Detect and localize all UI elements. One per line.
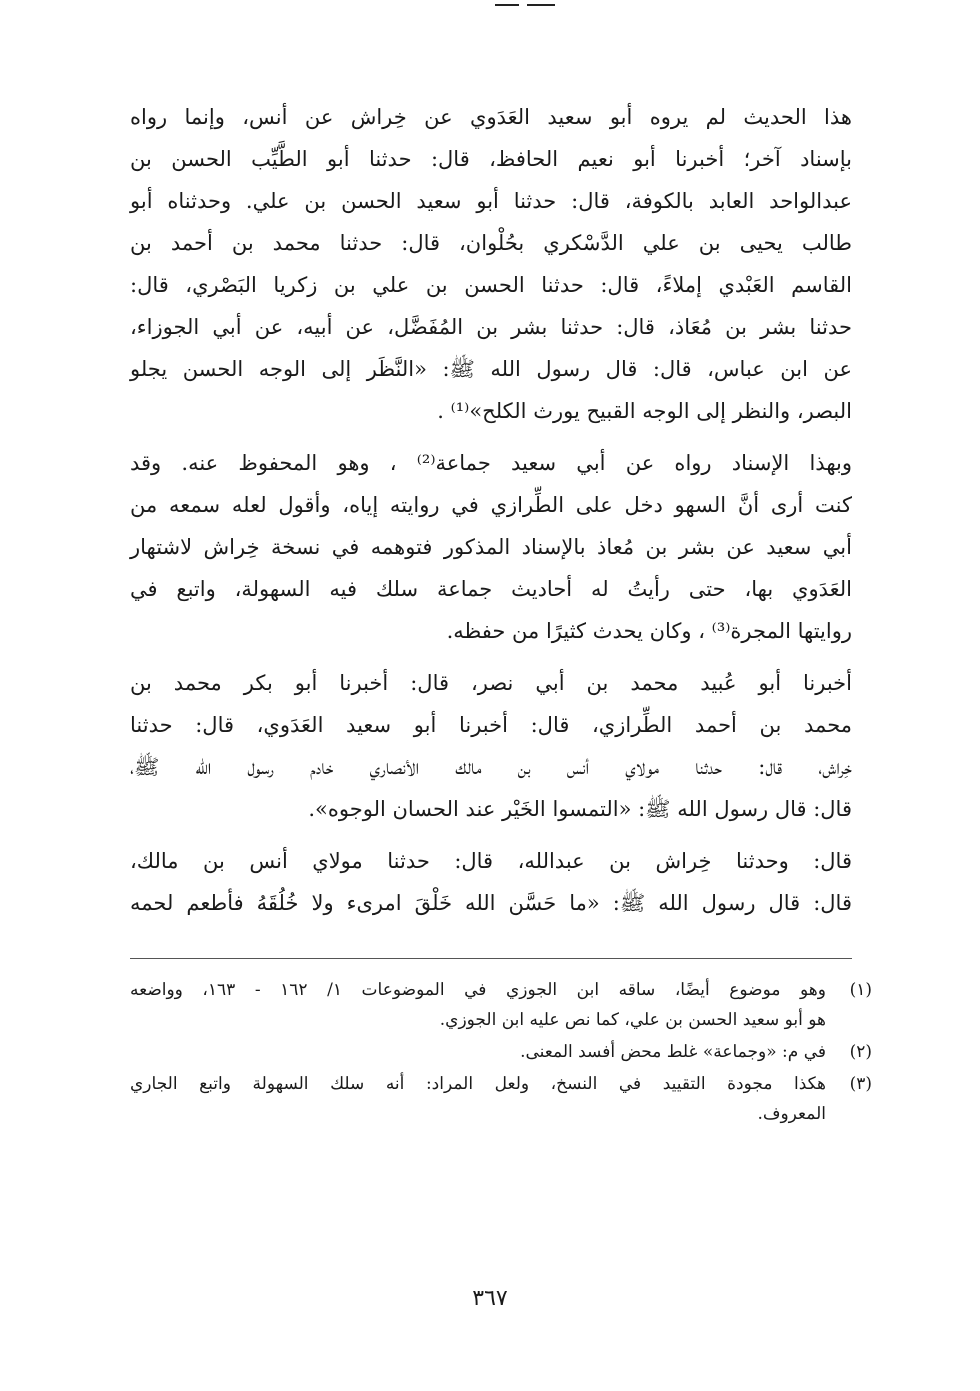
text-line: البصر، والنظر إلى الوجه القبيح يورث الكلح»⁽¹⁾ . <box>437 399 852 423</box>
footnote-line: هكذا مجودة التقييد في النسخ، ولعل المراد: أنه سلك السهولة واتبع الجاري <box>130 1074 826 1094</box>
text-line: أخبرنا أبو عُبيد محمد بن أبي نصر، قال: أخبرنا أبو بكر محمد بن <box>130 671 852 695</box>
text-line: عبدالواحد العابد بالكوفة، قال: حدثنا أبو سعيد الحسن بن علي. وحدثناه أبو <box>130 189 852 213</box>
paragraph-3 <box>130 662 852 830</box>
paragraph-1 <box>130 96 852 432</box>
text-line: عن ابن عباس، قال: قال رسول الله ﷺ: «النَّظَر إلى الوجه الحسن يجلو <box>130 357 852 381</box>
text-line: هذا الحديث لم يروه أبو سعيد العَدَوي عن خِراش عن أنس، وإنما رواه <box>130 105 852 129</box>
text-line: القاسم العَبْدي إملاءً، قال: حدثنا الحسن بن علي بن زكريا البَصْري، قال: <box>130 273 852 297</box>
text-line: بإسناد آخر؛ أخبرنا أبو نعيم الحافظ، قال: حدثنا أبو الطَّيِّب الحسن بن <box>130 147 852 171</box>
text-line: قال: قال رسول الله ﷺ: «ما حَسَّن الله خَلْقَ امرىء ولا خُلُقَهُ فأطعم لحمه <box>130 891 852 915</box>
text-line: وبهذا الإسناد رواه عن أبي سعيد جماعة⁽²⁾ ، وهو المحفوظ عنه. وقد <box>130 451 852 475</box>
text-line: روايتها المجرة⁽³⁾ ، وكان يحدث كثيرًا من حفظه. <box>446 619 852 643</box>
footnote-line: هو أبو سعيد الحسن بن علي، كما نص عليه ابن الجوزي. <box>439 1010 826 1030</box>
text-line: العَدَوي بها، حتى رأيتُ له أحاديث جماعة سلك فيه السهولة، واتبع في <box>130 577 852 601</box>
text-line: كنت أرى أنَّ السهو دخل على الطِّرازي في روايته إياه، وأقول لعله سمعه من <box>130 493 852 517</box>
text-line: طالب يحيى بن علي الدَّسْكري بحُلْوان، قال: حدثنا محمد بن أحمد بن <box>130 231 852 255</box>
text-line: حدثنا بشر بن مُعَاذ، قال: حدثنا بشر بن المُفَضَّل، عن أبيه، عن أبي الجوزاء، <box>130 315 852 339</box>
footnote-divider <box>130 958 852 959</box>
footnote-number: (١) <box>849 980 872 1000</box>
footnote-1 <box>130 975 872 1035</box>
footnote-number: (٢) <box>849 1042 872 1062</box>
footnotes <box>130 975 872 1129</box>
text-line: محمد بن أحمد الطِّرازي، قال: أخبرنا أبو سعيد العَدَوي، قال: حدثنا <box>130 713 852 737</box>
footnote-number: (٣) <box>849 1074 872 1094</box>
text-line: أبي سعيد عن بشر بن مُعاذ بالإسناد المذكور فتوهمه في نسخة خِراش لاشتهار <box>130 535 852 559</box>
page-number: ٣٦٧ <box>472 1286 508 1311</box>
footnote-3 <box>130 1069 872 1129</box>
paragraph-2 <box>130 442 852 652</box>
top-rule <box>495 4 555 6</box>
footnote-line: المعروف. <box>757 1104 826 1124</box>
footnote-2 <box>130 1037 872 1067</box>
footnote-line: وهو موضوع أيضًا، ساقه ابن الجوزي في الموضوعات ١/ ١٦٢ - ١٦٣، وواضعه <box>130 980 826 1000</box>
footnote-line: في م: «وجماعة» غلط محض أفسد المعنى. <box>520 1042 826 1062</box>
paragraph-4 <box>130 840 852 924</box>
main-text <box>130 96 852 924</box>
text-line: قال: قال رسول الله ﷺ: «التمسوا الخَيْر عند الحسان الوجوه». <box>308 797 852 821</box>
text-line: خِراش، قال: حدثنا مولاي أنس بن مالك الأنصاري خادم رسول الله ﷺ، <box>130 755 852 779</box>
text-line: قال: وحدثنا خِراش بن عبدالله، قال: حدثنا مولاي أنس بن مالك، <box>130 849 852 873</box>
